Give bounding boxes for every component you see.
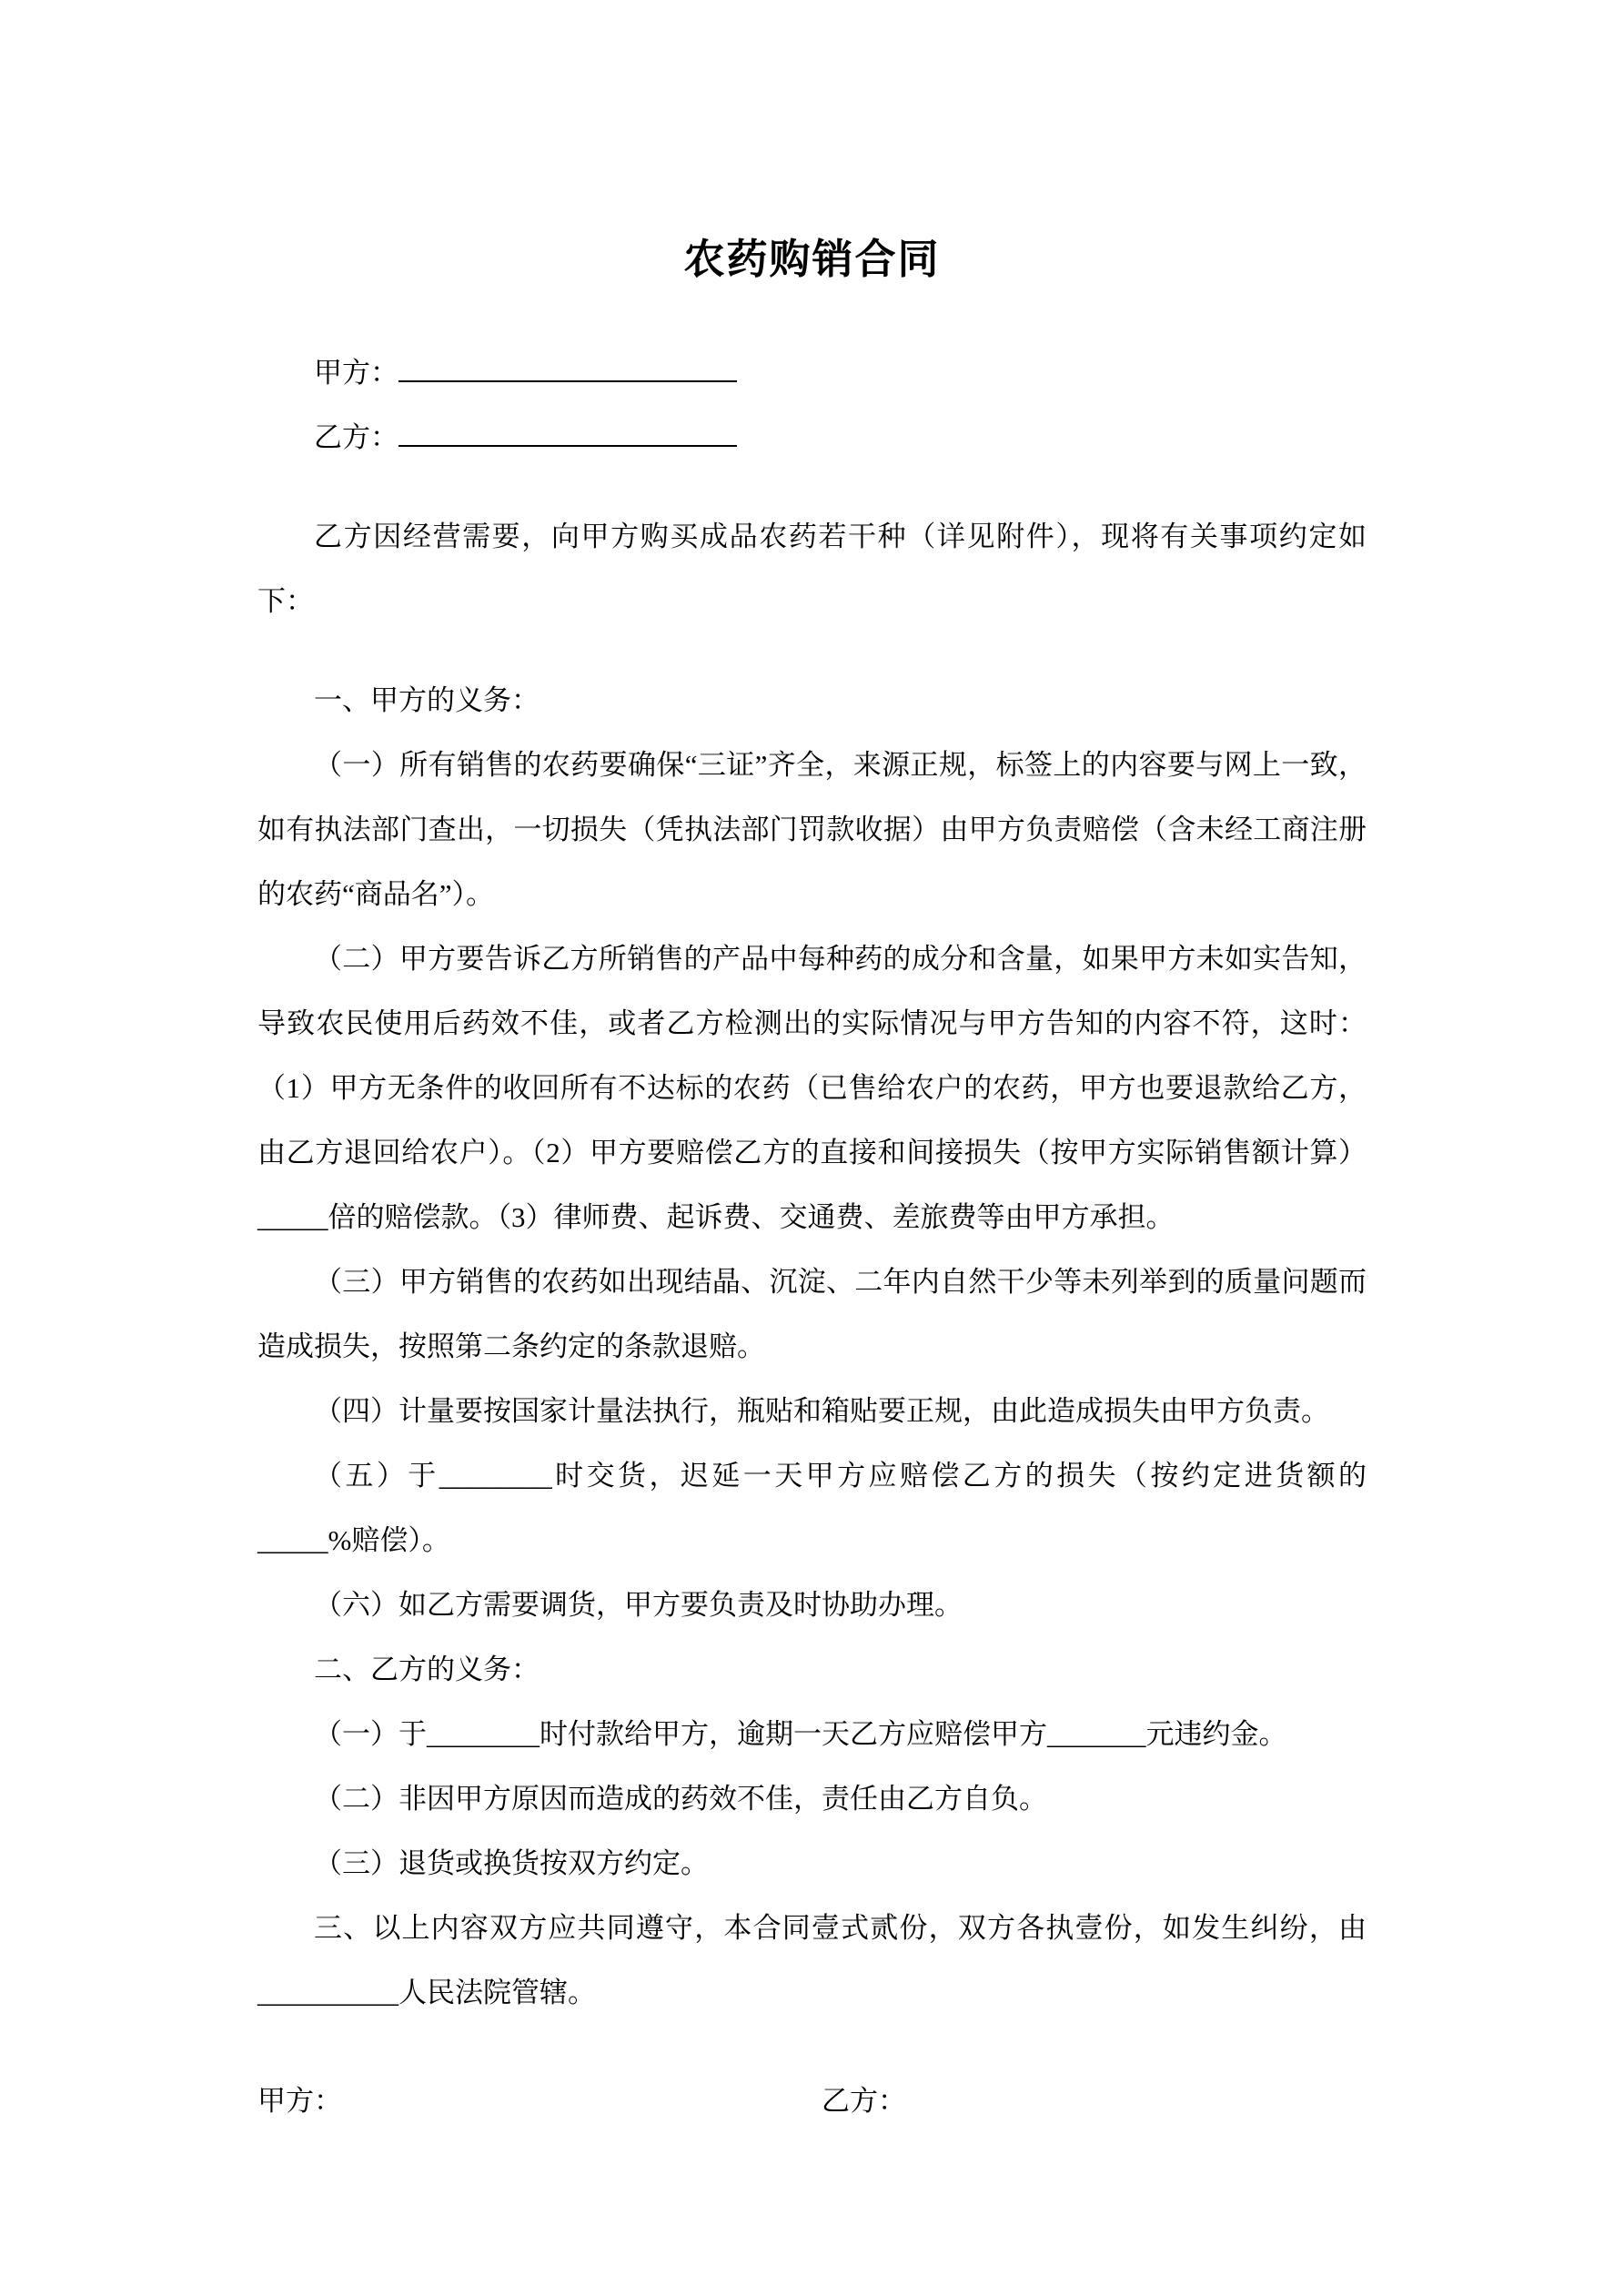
party-a-blank-line bbox=[398, 351, 737, 382]
contract-paragraph: （二）甲方要告诉乙方所销售的产品中每种药的成分和含量，如果甲方未如实告知，导致农民使用后药效不佳，或者乙方检测出的实际情况与甲方告知的内容不符，这时：（1）甲方无条件的收回所有不达标的农药（已售给农户的农药，甲方也要退款给乙方，由乙方退回给农户）。（2）甲方要赔偿乙方的直接和间接损失（按甲方实际销售额计算）_____倍的赔偿款。（3）律师费、起诉费、交通费、差旅费等由甲方承担。 bbox=[257, 943, 1367, 1233]
contract-paragraph: （五）于________时交货，迟延一天甲方应赔偿乙方的损失（按约定进货额的_____%赔偿）。 bbox=[257, 1460, 1367, 1556]
party-b-blank-line bbox=[398, 416, 737, 447]
intro-paragraph: 乙方因经营需要，向甲方购买成品农药若干种（详见附件），现将有关事项约定如下： bbox=[257, 521, 1367, 617]
section-3-paragraph: 三、以上内容双方应共同遵守，本合同壹式贰份，双方各执壹份，如发生纠纷，由__________人民法院管辖。 bbox=[257, 1912, 1367, 2008]
contract-paragraph: （二）非因甲方原因而造成的药效不佳，责任由乙方自负。 bbox=[314, 1783, 1047, 1815]
section-2-heading: 二、乙方的义务： bbox=[314, 1654, 540, 1685]
footer-party-a-label: 甲方： bbox=[257, 2085, 342, 2117]
spacer bbox=[257, 470, 1367, 504]
contract-paragraph: （三）退货或换货按双方约定。 bbox=[314, 1847, 709, 1879]
party-a-label: 甲方： bbox=[314, 357, 398, 389]
party-b-label: 乙方： bbox=[314, 421, 398, 453]
footer-party-b-label: 乙方： bbox=[822, 2085, 906, 2117]
contract-paragraph: （六）如乙方需要调货，甲方要负责及时协助办理。 bbox=[314, 1589, 963, 1621]
party-b-line bbox=[257, 405, 1367, 470]
contract-title: 农药购销合同 bbox=[683, 237, 941, 282]
signature-row bbox=[257, 2068, 1367, 2133]
contract-paragraph: （一）于________时付款给甲方，逾期一天乙方应赔偿甲方_______元违约金。 bbox=[314, 1718, 1287, 1750]
spacer bbox=[257, 633, 1367, 668]
contract-paragraph: （一）所有销售的农药要确保“三证”齐全，来源正规，标签上的内容要与网上一致，如有执法部门查出，一切损失（凭执法部门罚款收据）由甲方负责赔偿（含未经工商注册的农药“商品名”）。 bbox=[257, 749, 1367, 910]
party-a-line bbox=[257, 340, 1367, 405]
contract-paragraph: （三）甲方销售的农药如出现结晶、沉淀、二年内自然干少等未列举到的质量问题而造成损失，按照第二条约定的条款退赔。 bbox=[257, 1266, 1367, 1362]
contract-paragraph: （四）计量要按国家计量法执行，瓶贴和箱贴要正规，由此造成损失由甲方负责。 bbox=[314, 1395, 1329, 1427]
section-1-heading: 一、甲方的义务： bbox=[314, 684, 540, 716]
